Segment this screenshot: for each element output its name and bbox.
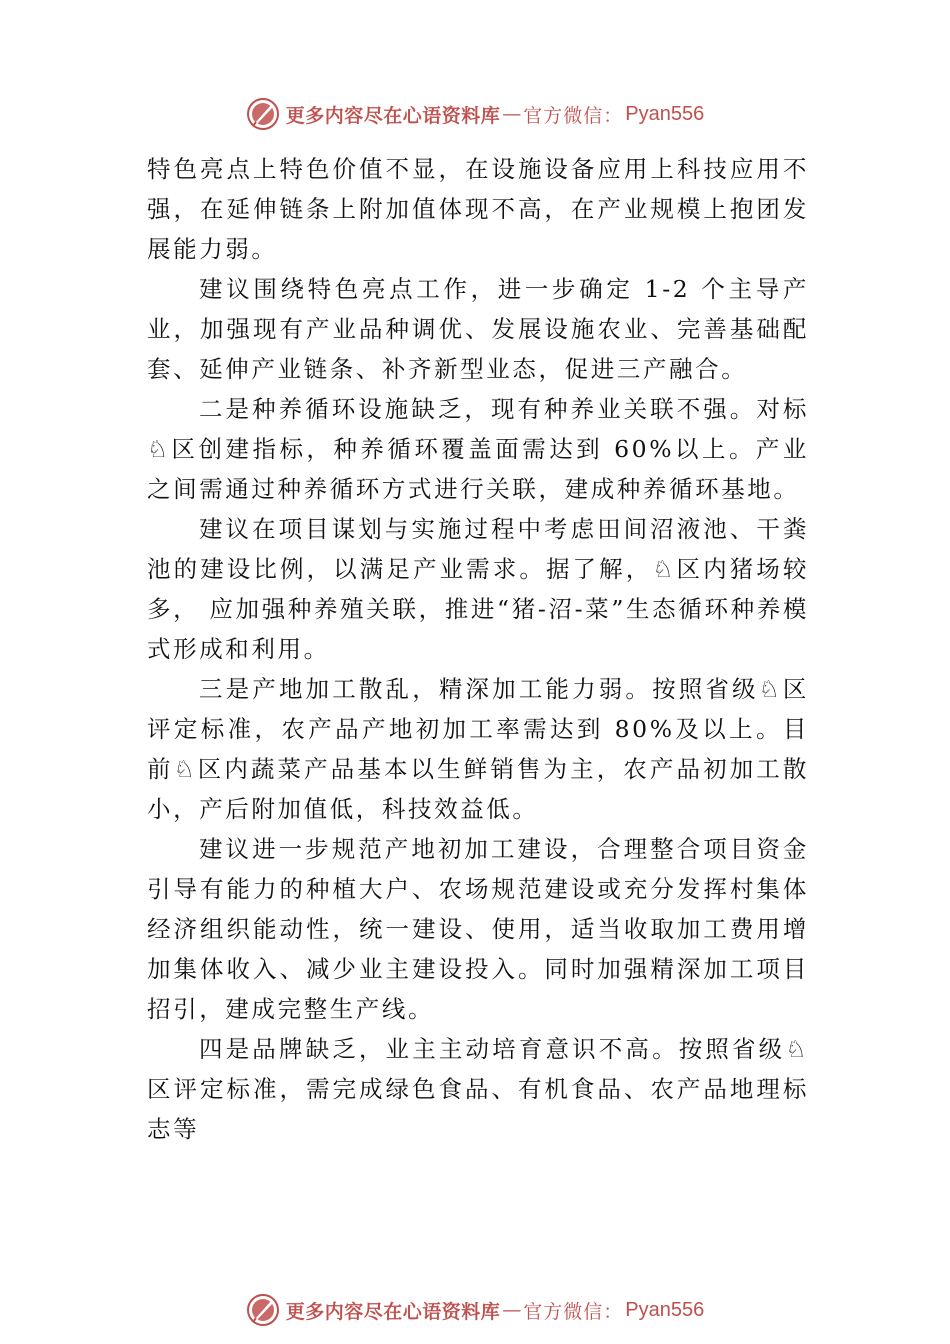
document-body [147,149,809,1149]
footer-official-label: 官方微信： [523,1300,624,1323]
paragraph-3: 二是种养循环设施缺乏，现有种养业关联不强。对标♘区创建指标，种养循环覆盖面需达到 60%以上。产业之间需通过种养循环方式进行关联，建成种养循环基地。 [147,395,809,503]
footer-wechat-id: Pyan556 [625,1298,705,1321]
paragraph-7: 四是品牌缺乏，业主主动培育意识不高。按照省级♘区评定标准，需完成绿色食品、有机食品、农产品地理标志等 [147,1035,809,1143]
paragraph-4: 建议在项目谋划与实施过程中考虑田间沼液池、干粪池的建设比例，以满足产业需求。据了解，♘区内猪场较多， 应加强种养殖关联，推进“猪-沼-菜”生态循环种养模式形成和利用。 [147,515,809,663]
header-wechat-id: Pyan556 [625,102,705,125]
header-official-label: 官方微信： [523,104,624,127]
paragraph-2: 建议围绕特色亮点工作，进一步确定 1-2 个主导产业，加强现有产业品种调优、发展设施农业、完善基础配套、延伸产业链条、补齐新型业态，促进三产融合。 [147,275,809,383]
footer-brand-text: 更多内容尽在心语资料库 [285,1300,501,1323]
footer-dash: — [502,1299,522,1321]
quill-logo-icon [246,97,280,131]
paragraph-5: 三是产地加工散乱，精深加工能力弱。按照省级♘区评定标准，农产品产地初加工率需达到 80%及以上。目前♘区内蔬菜产品基本以生鲜销售为主，农产品初加工散小，产后附加值低，科技效益低。 [147,675,809,823]
footer-banner [0,1290,950,1330]
header-banner [0,94,950,134]
paragraph-6: 建议进一步规范产地初加工建设，合理整合项目资金引导有能力的种植大户、农场规范建设或充分发挥村集体经济组织能动性，统一建设、使用，适当收取加工费用增加集体收入、减少业主建设投入。同时加强精深加工项目招引，建成完整生产线。 [147,835,809,1023]
quill-logo-icon [246,1293,280,1327]
paragraph-1: 特色亮点上特色价值不显，在设施设备应用上科技应用不强，在延伸链条上附加值体现不高，在产业规模上抱团发展能力弱。 [147,155,809,263]
header-dash: — [502,103,522,125]
header-brand-text: 更多内容尽在心语资料库 [285,104,501,127]
